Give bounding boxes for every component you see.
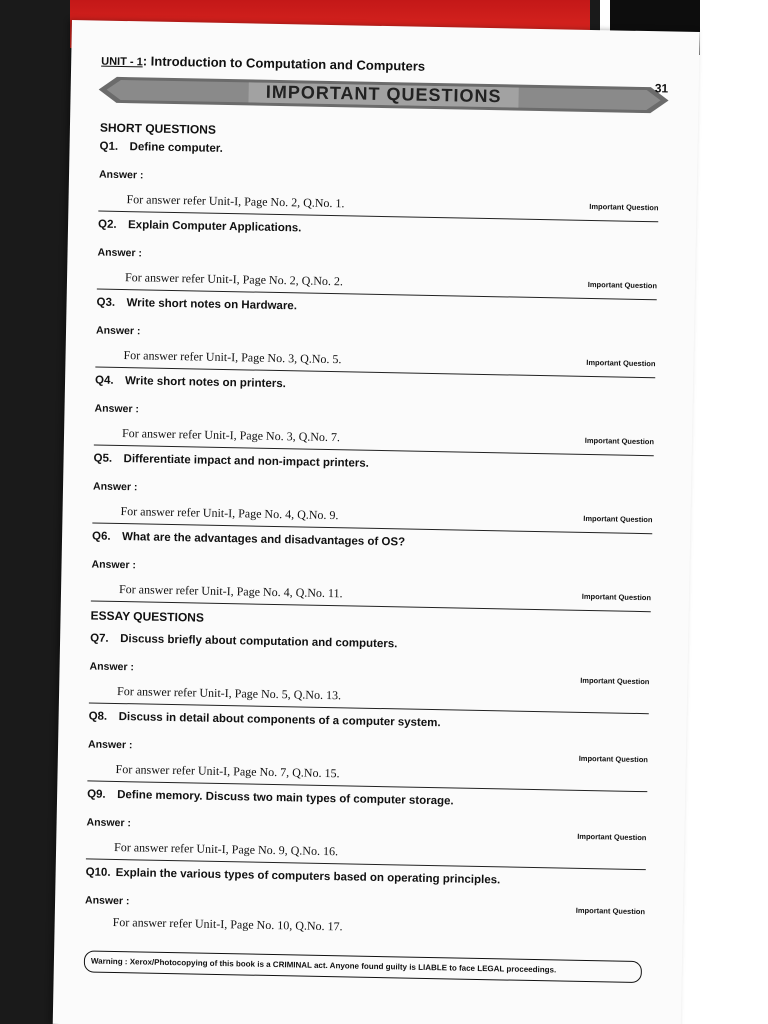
important-question-tag: Important Question xyxy=(575,905,646,917)
answer-label: Answer : xyxy=(87,738,133,752)
important-question-tag: Important Question xyxy=(580,675,650,687)
answer-reference: For answer refer Unit-I, Page No. 10, Q.No. 17. xyxy=(112,914,343,934)
question-text xyxy=(99,141,223,155)
question-number: Q5. xyxy=(93,452,113,465)
answer-reference: For answer refer Unit-I, Page No. 3, Q.No. 5. xyxy=(123,348,342,367)
question-body: Define computer. xyxy=(129,141,223,155)
answer-label: Answer : xyxy=(89,660,135,674)
answer-reference: For answer refer Unit-I, Page No. 4, Q.No. 9. xyxy=(120,504,339,523)
question-item xyxy=(94,375,655,464)
answer-reference: For answer refer Unit-I, Page No. 2, Q.No. 2. xyxy=(124,270,344,289)
question-body: Write short notes on printers. xyxy=(124,375,286,391)
question-body: Explain Computer Applications. xyxy=(127,219,302,235)
question-text xyxy=(98,219,302,235)
important-question-tag: Important Question xyxy=(586,357,656,369)
question-item xyxy=(98,141,659,230)
answer-label: Answer : xyxy=(86,816,132,830)
question-text xyxy=(96,297,297,313)
question-item xyxy=(97,219,658,308)
question-body: Define memory. Discuss two main types of computer storage. xyxy=(117,789,454,808)
answer-label: Answer : xyxy=(94,402,139,416)
answer-reference: For answer refer Unit-I, Page No. 7, Q.No. 15. xyxy=(115,761,340,781)
question-number: Q4. xyxy=(94,374,114,387)
answer-label: Answer : xyxy=(98,168,144,182)
answer-label: Answer : xyxy=(95,324,141,338)
important-question-tag: Important Question xyxy=(577,831,647,843)
important-question-tag: Important Question xyxy=(589,201,659,213)
question-body: Write short notes on Hardware. xyxy=(126,297,298,313)
important-question-tag: Important Question xyxy=(583,513,653,525)
section-heading-essay: ESSAY QUESTIONS xyxy=(90,608,205,625)
important-question-tag: Important Question xyxy=(578,753,648,765)
question-number: Q1. xyxy=(99,140,119,153)
question-number: Q2. xyxy=(97,218,117,231)
question-body: Differentiate impact and non-impact printers. xyxy=(123,453,370,470)
answer-reference: For answer refer Unit-I, Page No. 5, Q.No. 13. xyxy=(116,683,342,703)
important-question-tag: Important Question xyxy=(584,435,655,447)
important-questions-banner xyxy=(98,75,668,116)
unit-title xyxy=(101,53,425,74)
question-body: What are the advantages and disadvantages of OS? xyxy=(121,531,406,549)
important-question-tag: Important Question xyxy=(581,591,652,603)
answer-reference: For answer refer Unit-I, Page No. 9, Q.No. 16. xyxy=(113,839,339,859)
question-item xyxy=(89,632,650,721)
question-item xyxy=(92,452,653,541)
answer-reference: For answer refer Unit-I, Page No. 2, Q.No. 1. xyxy=(126,192,345,211)
question-item xyxy=(87,710,648,799)
banner-title: IMPORTANT QUESTIONS xyxy=(265,81,502,107)
question-number: Q10. xyxy=(85,866,111,879)
question-item xyxy=(86,788,647,877)
question-item xyxy=(91,530,652,619)
question-item xyxy=(95,297,656,386)
question-item xyxy=(84,866,645,955)
question-number: Q7. xyxy=(90,632,109,645)
answer-reference: For answer refer Unit-I, Page No. 4, Q.No. 11. xyxy=(118,582,343,601)
copyright-warning: Warning : Xerox/Photocopying of this book is a CRIMINAL act. Anyone found guilty is LIABLE to face LEGAL proceedings. xyxy=(84,950,642,983)
section-heading-short: SHORT QUESTIONS xyxy=(99,120,217,137)
question-body: Explain the various types of computers based on operating principles. xyxy=(115,866,501,887)
answer-reference: For answer refer Unit-I, Page No. 3, Q.No. 7. xyxy=(121,426,341,445)
answer-label: Answer : xyxy=(92,480,138,494)
question-body: Discuss in detail about components of a computer system. xyxy=(118,711,441,730)
answer-label: Answer : xyxy=(97,246,142,260)
question-text xyxy=(90,632,398,650)
unit-title-text: : Introduction to Computation and Computers xyxy=(142,53,426,74)
answer-label: Answer : xyxy=(91,558,137,572)
question-number: Q8. xyxy=(88,710,108,723)
unit-label: UNIT - 1 xyxy=(101,55,143,69)
page-number: 31 xyxy=(654,81,669,96)
question-body: Discuss briefly about computation and computers. xyxy=(120,633,398,651)
answer-label: Answer : xyxy=(84,894,130,908)
question-number: Q9. xyxy=(87,788,106,801)
question-number: Q6. xyxy=(91,530,111,543)
question-number: Q3. xyxy=(96,296,116,309)
question-text xyxy=(95,375,286,391)
book-page xyxy=(53,20,700,1024)
important-question-tag: Important Question xyxy=(587,279,658,291)
